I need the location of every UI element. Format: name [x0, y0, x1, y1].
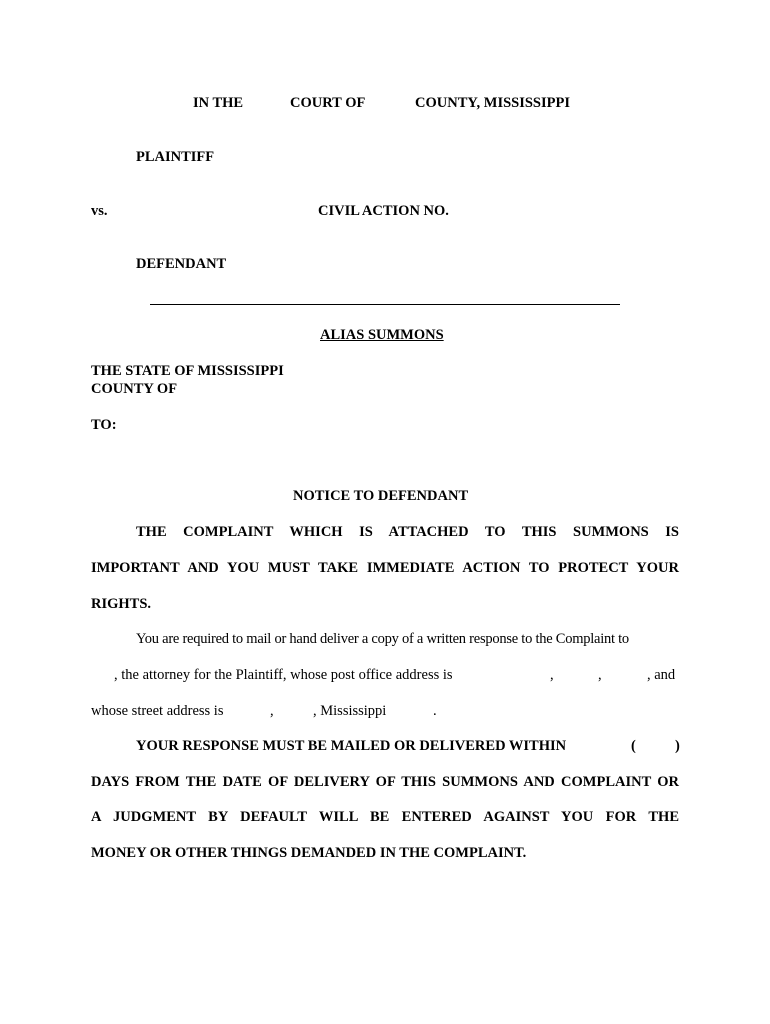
county-line: COUNTY OF [91, 381, 178, 397]
caption-county-state: COUNTY, MISSISSIPPI [415, 95, 570, 111]
paragraph3-line4: MONEY OR OTHER THINGS DEMANDED IN THE COMPLAINT. [91, 845, 527, 861]
paragraph2-line2-comma1: , [550, 667, 554, 683]
plaintiff-label: PLAINTIFF [136, 149, 215, 165]
paragraph2-line3-street: whose street address is [91, 703, 224, 719]
paragraph1-line1: THE COMPLAINT WHICH IS ATTACHED TO THIS SUMMONS IS [136, 524, 679, 540]
paragraph2-line3-mississippi: , Mississippi [313, 703, 387, 719]
paragraph2-line1: You are required to mail or hand deliver a copy of a written response to the Complaint to [136, 631, 629, 647]
paragraph2-line2-comma2: , [598, 667, 602, 683]
caption-in-the: IN THE [193, 95, 244, 111]
paragraph3-line3: A JUDGMENT BY DEFAULT WILL BE ENTERED AGAINST YOU FOR THE [91, 809, 679, 825]
paragraph3-line2: DAYS FROM THE DATE OF DELIVERY OF THIS SUMMONS AND COMPLAINT OR [91, 774, 679, 790]
caption-court-of: COURT OF [290, 95, 366, 111]
paragraph2-line3-comma: , [270, 703, 274, 719]
caption-divider [150, 304, 620, 305]
versus-label: vs. [91, 203, 108, 219]
paragraph3-close-paren: ) [675, 738, 680, 754]
paragraph2-line2-attorney: , the attorney for the Plaintiff, whose post office address is [114, 667, 453, 683]
state-line: THE STATE OF MISSISSIPPI [91, 363, 284, 379]
paragraph1-line2: IMPORTANT AND YOU MUST TAKE IMMEDIATE ACTION TO PROTECT YOUR [91, 560, 679, 576]
paragraph3-line1: YOUR RESPONSE MUST BE MAILED OR DELIVERED WITHIN [136, 738, 567, 754]
paragraph3-open-paren: ( [631, 738, 636, 754]
civil-action-label: CIVIL ACTION NO. [318, 203, 449, 219]
paragraph2-line2-and: , and [647, 667, 676, 683]
defendant-label: DEFENDANT [136, 256, 227, 272]
paragraph1-line3: RIGHTS. [91, 596, 152, 612]
notice-heading: NOTICE TO DEFENDANT [293, 488, 469, 504]
document-title: ALIAS SUMMONS [320, 327, 444, 343]
paragraph2-line3-period: . [433, 703, 437, 719]
to-line: TO: [91, 417, 117, 433]
